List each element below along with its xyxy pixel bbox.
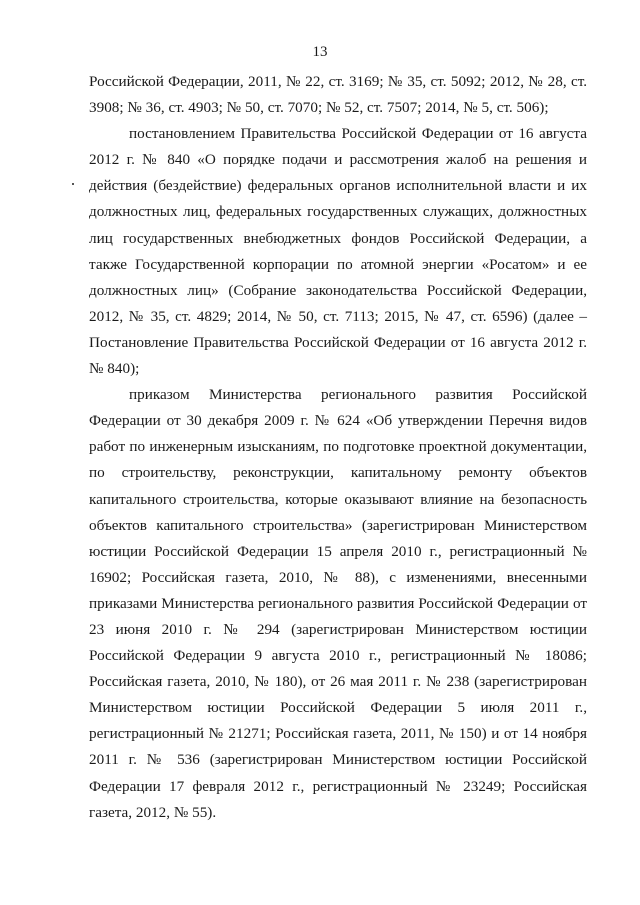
document-body: [89, 69, 587, 826]
page-number: 13: [312, 44, 328, 60]
paragraph-government-resolution: постановлением Правительства Российской Федерации от 16 августа 2012 г. № 840 «О порядке подачи и рассмотрения жалоб на решения и действия (бездействие) федеральных органов исполнительной власти и их должностных лиц, федеральных государственных служащих, должностных лиц государственных внебюджетных фондов Российской Федерации, а также Государственной корпорации по атомной энергии «Росатом» и ее должностных лиц» (Собрание законодательства Российской Федерации, 2012, № 35, ст. 4829; 2014, № 50, ст. 7113; 2015, № 47, ст. 6596) (далее – Постановление Правительства Российской Федерации от 16 августа 2012 г. № 840);: [89, 125, 587, 378]
paragraph-continuation: Российской Федерации, 2011, № 22, ст. 3169; № 35, ст. 5092; 2012, № 28, ст. 3908; № 36, ст. 4903; № 50, ст. 7070; № 52, ст. 7507; 2014, № 5, ст. 506);: [89, 73, 587, 117]
margin-mark: [72, 183, 74, 185]
paragraph-ministry-order: приказом Министерства регионального развития Российской Федерации от 30 декабря 2009 г. № 624 «Об утверждении Перечня видов работ по инженерным изысканиям, по подготовке проектной документации, по строительству, реконструкции, капитальному ремонту объектов капитального строительства, которые оказывают влияние на безопасность объектов капитального строительства» (зарегистрирован Министерством юстиции Российской Федерации 15 апреля 2010 г., регистрационный № 16902; Российская газета, 2010, № 88), с изменениями, внесенными приказами Министерства регионального развития Российской Федерации от 23 июня 2010 г. № 294 (зарегистрирован Министерством юстиции Российской Федерации 9 августа 2010 г., регистрационный № 18086; Российская газета, 2010, № 180), от 26 мая 2011 г. № 238 (зарегистрирован Министерством юстиции Российской Федерации 5 июля 2011 г., регистрационный № 21271; Российская газета, 2011, № 150) и от 14 ноября 2011 г. № 536 (зарегистрирован Министерством юстиции Российской Федерации 17 февраля 2012 г., регистрационный № 23249; Российская газета, 2012, № 55).: [89, 386, 587, 821]
